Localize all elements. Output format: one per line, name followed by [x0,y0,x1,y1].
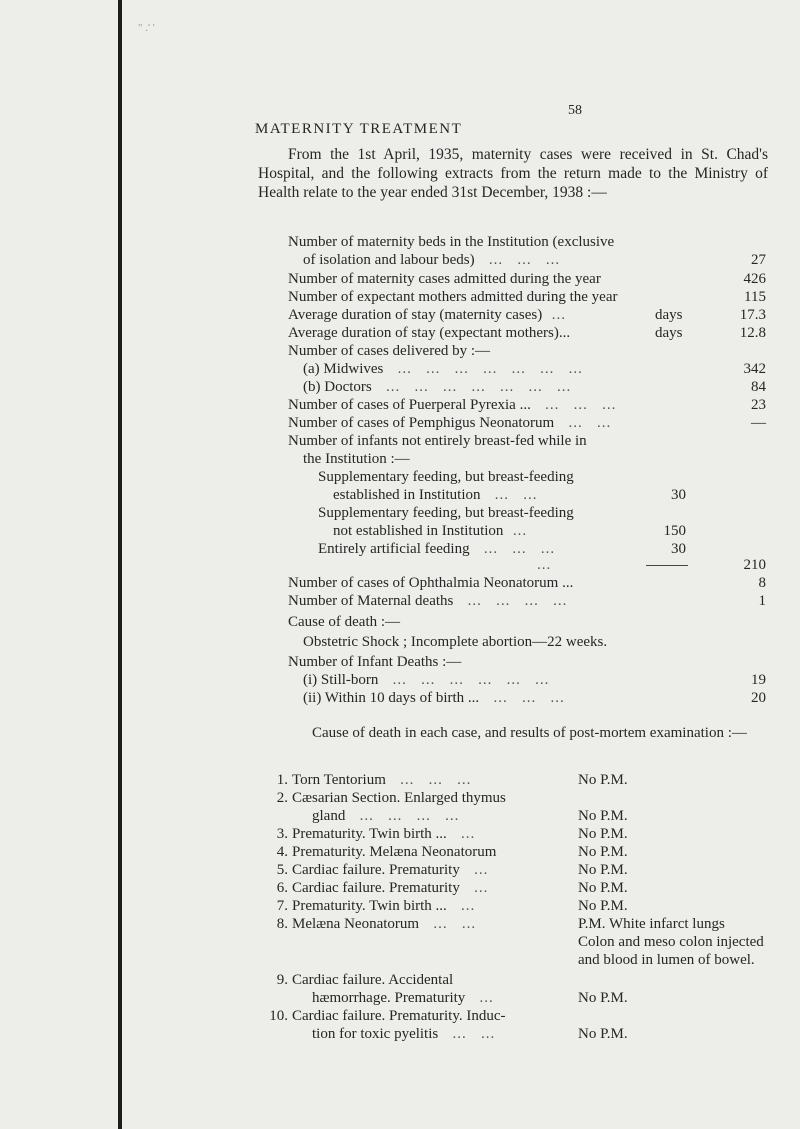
case-cause: Cardiac failure. Prematurity. Induc- [292,1008,506,1024]
stat-infants-line1: Number of infants not entirely breast-fed while in [288,433,587,449]
case-cause-continued: gland ... ... ... ... [312,808,460,824]
case-result: No P.M. [578,880,628,896]
stat-supp2-value: 150 [663,523,686,539]
case-number: 1. [276,772,288,788]
stat-pyrexia: Number of cases of Puerperal Pyrexia ... ... ... ... [288,397,617,413]
binding-edge [118,0,122,1129]
stat-stillborn: (i) Still-born ... ... ... ... ... ... [303,672,550,688]
margin-mark: " .' ' [138,22,155,34]
stat-ophthalmia: Number of cases of Ophthalmia Neonatorum ... [288,575,574,591]
case-cause: Prematurity. Twin birth ... ... [292,898,476,914]
stat-supp1-value: 30 [671,487,686,503]
stat-pemphigus-value: — [751,415,766,431]
case-result-continued: Colon and meso colon injected [578,934,764,950]
stat-cause-label: Cause of death :— [288,614,401,630]
stat-expectant: Number of expectant mothers admitted during the year [288,289,618,305]
stat-artificial-value: 30 [671,541,686,557]
stat-artificial: Entirely artificial feeding ... ... ... [318,541,556,557]
stat-infants-line2: the Institution :— [303,451,410,467]
case-cause-continued: tion for toxic pyelitis ... ... [312,1026,496,1042]
stat-maternal: Number of Maternal deaths ... ... ... ... [288,593,568,609]
postmortem-intro [288,724,778,743]
stat-cases-admitted-value: 426 [743,271,766,287]
case-cause-continued: hæmorrhage. Prematurity ... [312,990,494,1006]
case-result: No P.M. [578,862,628,878]
stat-within10-value: 20 [751,690,766,706]
case-result: No P.M. [578,844,628,860]
case-cause: Cardiac failure. Accidental [292,972,454,988]
stat-cases-admitted: Number of maternity cases admitted during the year [288,271,601,287]
stat-beds-line1: Number of maternity beds in the Institution (exclusive [288,234,615,250]
case-number: 10. [269,1008,288,1024]
stat-midwives-value: 342 [743,361,766,377]
stat-beds-value: 27 [751,252,766,268]
stat-avg-maternity: Average duration of stay (maternity cases) ... [288,307,571,323]
total-leader-dots: ... [537,557,552,573]
stat-avg-expectant-unit: days [655,325,683,341]
case-number: 6. [276,880,288,896]
page-number: 58 [568,103,582,118]
stat-avg-maternity-unit: days [655,307,683,323]
stat-within10: (ii) Within 10 days of birth ... ... ... ... [303,690,565,706]
stat-avg-maternity-value: 17.3 [739,307,766,323]
case-result: P.M. White infarct lungs [578,916,725,932]
case-cause: Cardiac failure. Prematurity ... [292,880,489,896]
case-cause: Torn Tentorium ... ... ... [292,772,472,788]
case-number: 2. [276,790,288,806]
case-result: No P.M. [578,772,628,788]
case-cause: Melæna Neonatorum ... ... [292,916,477,932]
stat-supp2-line1: Supplementary feeding, but breast-feeding [318,505,574,521]
intro-text: From the 1st April, 1935, maternity cases were received in St. Chad's Hospital, and the following extracts from the return made to the Ministry of Health relate to the year ended 31st December, 1938 :— [258,146,768,201]
case-cause: Prematurity. Twin birth ... ... [292,826,476,842]
case-cause: Cæsarian Section. Enlarged thymus [292,790,506,806]
total-rule [646,565,688,566]
case-number: 7. [276,898,288,914]
stat-pyrexia-value: 23 [751,397,766,413]
case-number: 8. [276,916,288,932]
case-cause: Cardiac failure. Prematurity ... [292,862,489,878]
case-result-continued: and blood in lumen of bowel. [578,952,755,968]
stat-midwives: (a) Midwives ... ... ... ... ... ... ... [303,361,583,377]
case-result: No P.M. [578,898,628,914]
stat-ophthalmia-value: 8 [758,575,766,591]
case-number: 4. [276,844,288,860]
case-result: No P.M. [578,990,628,1006]
postmortem-intro-text: Cause of death in each case, and results of post-mortem examination :— [312,725,747,741]
stat-supp2-line2: not established in Institution ... [333,523,528,539]
case-number: 9. [276,972,288,988]
stat-infant-deaths: Number of Infant Deaths :— [288,654,462,670]
stat-expectant-value: 115 [744,289,766,305]
case-result: No P.M. [578,1026,628,1042]
stat-stillborn-value: 19 [751,672,766,688]
case-result: No P.M. [578,826,628,842]
case-cause: Prematurity. Melæna Neonatorum [292,844,497,860]
case-result: No P.M. [578,808,628,824]
stat-doctors-value: 84 [751,379,766,395]
case-number: 3. [276,826,288,842]
stat-supp1-line2: established in Institution ... ... [333,487,538,503]
case-number: 5. [276,862,288,878]
stat-doctors: (b) Doctors ... ... ... ... ... ... ... [303,379,572,395]
stat-avg-expectant-value: 12.8 [739,325,766,341]
stat-delivered: Number of cases delivered by :— [288,343,491,359]
stat-avg-expectant: Average duration of stay (expectant mothers)... [288,325,571,341]
stat-infants-total: 210 [743,557,766,573]
page-title: MATERNITY TREATMENT [255,121,463,137]
stat-cause-text: Obstetric Shock ; Incomplete abortion—22 weeks. [303,634,608,650]
stat-supp1-line1: Supplementary feeding, but breast-feeding [318,469,574,485]
intro-paragraph [258,145,768,202]
stat-maternal-value: 1 [758,593,766,609]
stat-beds-line2: of isolation and labour beds) ... ... ... [303,252,561,268]
stat-pemphigus: Number of cases of Pemphigus Neonatorum ... ... [288,415,612,431]
